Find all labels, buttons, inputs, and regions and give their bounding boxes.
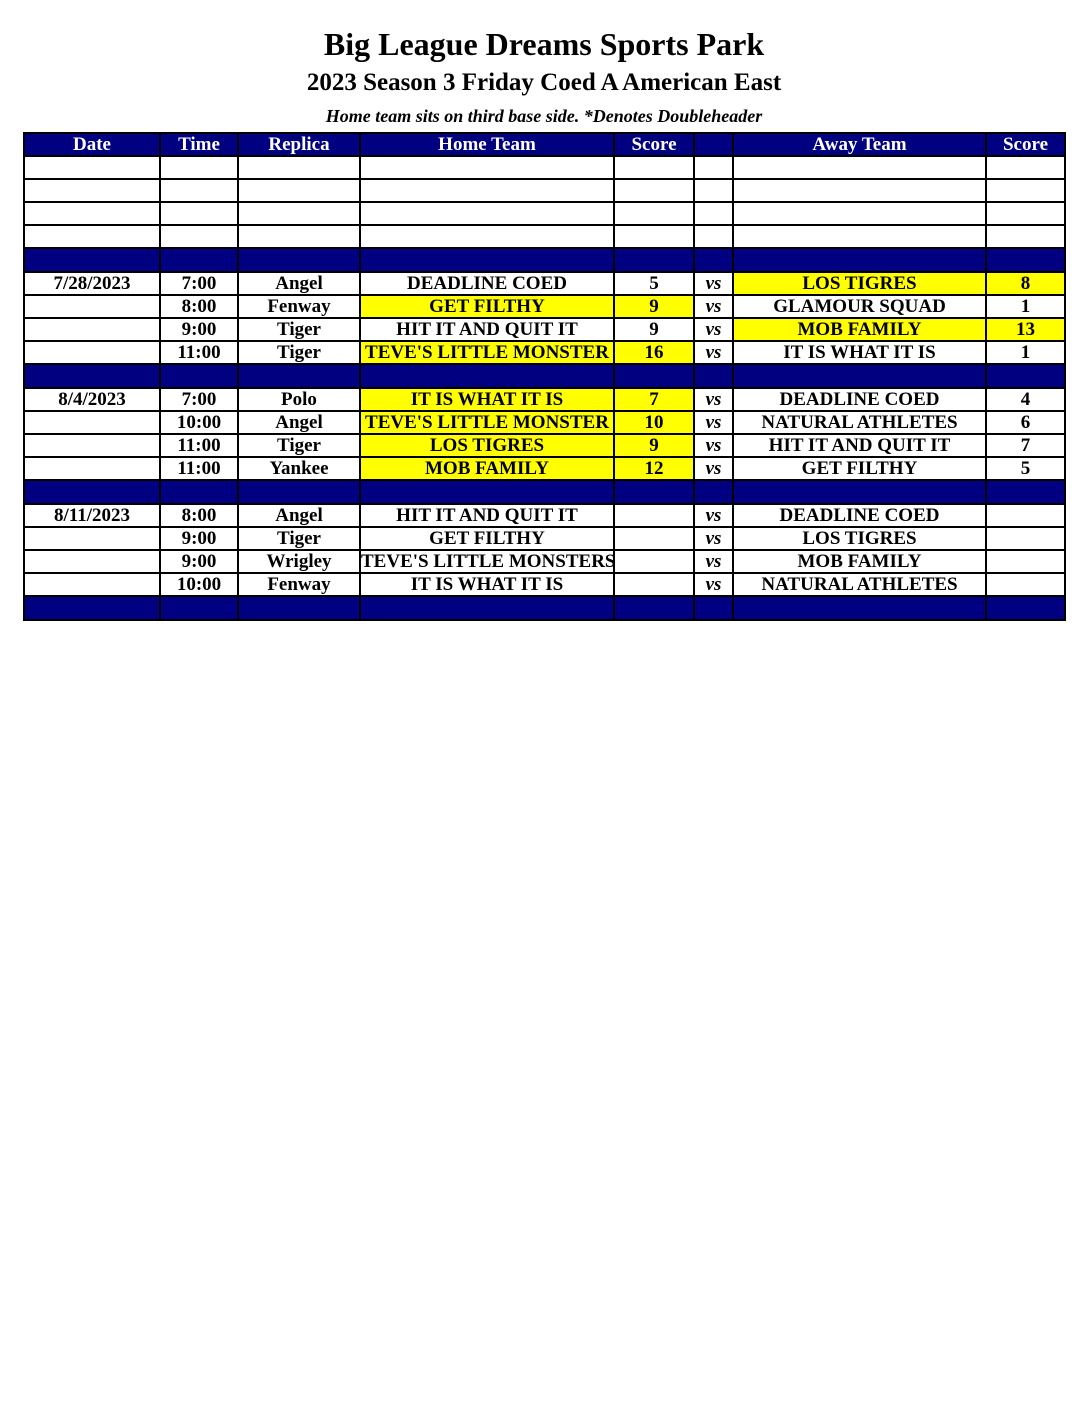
separator-cell xyxy=(24,480,160,504)
away-score-cell xyxy=(986,573,1065,596)
replica-cell: Yankee xyxy=(238,457,360,480)
separator-cell xyxy=(733,248,986,272)
separator-cell xyxy=(24,596,160,620)
home-score-cell: 7 xyxy=(614,388,694,411)
blank-cell xyxy=(360,225,614,248)
vs-cell: vs xyxy=(694,318,733,341)
table-row xyxy=(24,550,1065,573)
col-vs-header xyxy=(694,133,733,156)
table-row xyxy=(24,527,1065,550)
col-home-score-header: Score xyxy=(614,133,694,156)
blank-cell xyxy=(238,225,360,248)
away-score-cell: 5 xyxy=(986,457,1065,480)
replica-cell: Fenway xyxy=(238,295,360,318)
away-team-cell: LOS TIGRES xyxy=(733,527,986,550)
vs-cell: vs xyxy=(694,527,733,550)
date-cell: 8/11/2023 xyxy=(24,504,160,527)
time-cell: 9:00 xyxy=(160,527,238,550)
date-cell xyxy=(24,573,160,596)
away-score-cell: 13 xyxy=(986,318,1065,341)
blank-cell xyxy=(614,202,694,225)
separator-cell xyxy=(694,364,733,388)
vs-cell: vs xyxy=(694,434,733,457)
separator-cell xyxy=(986,596,1065,620)
vs-cell: vs xyxy=(694,388,733,411)
vs-cell: vs xyxy=(694,411,733,434)
col-away-team-header: Away Team xyxy=(733,133,986,156)
away-team-cell: LOS TIGRES xyxy=(733,272,986,295)
schedule-body xyxy=(24,156,1065,620)
time-cell: 8:00 xyxy=(160,295,238,318)
blank-cell xyxy=(238,156,360,179)
blank-cell xyxy=(733,179,986,202)
blank-cell xyxy=(733,156,986,179)
table-row xyxy=(24,434,1065,457)
separator-cell xyxy=(694,248,733,272)
away-team-cell: GLAMOUR SQUAD xyxy=(733,295,986,318)
col-date-header: Date xyxy=(24,133,160,156)
home-score-cell xyxy=(614,550,694,573)
time-cell: 7:00 xyxy=(160,388,238,411)
home-team-cell: IT IS WHAT IT IS xyxy=(360,388,614,411)
separator-row xyxy=(24,364,1065,388)
blank-row xyxy=(24,225,1065,248)
blank-cell xyxy=(986,202,1065,225)
col-replica-header: Replica xyxy=(238,133,360,156)
away-score-cell xyxy=(986,504,1065,527)
time-cell: 10:00 xyxy=(160,573,238,596)
vs-cell: vs xyxy=(694,341,733,364)
replica-cell: Angel xyxy=(238,504,360,527)
home-score-cell: 9 xyxy=(614,295,694,318)
col-away-score-header: Score xyxy=(986,133,1065,156)
replica-cell: Angel xyxy=(238,411,360,434)
page-title: Big League Dreams Sports Park xyxy=(323,26,765,62)
blank-cell xyxy=(986,156,1065,179)
home-score-cell xyxy=(614,573,694,596)
blank-cell xyxy=(238,202,360,225)
home-score-cell: 9 xyxy=(614,434,694,457)
home-score-cell: 10 xyxy=(614,411,694,434)
vs-cell: vs xyxy=(694,550,733,573)
separator-cell xyxy=(238,364,360,388)
home-score-cell xyxy=(614,527,694,550)
table-row xyxy=(24,504,1065,527)
table-row xyxy=(24,295,1065,318)
blank-cell xyxy=(614,156,694,179)
replica-cell: Tiger xyxy=(238,341,360,364)
replica-cell: Tiger xyxy=(238,434,360,457)
away-team-cell: MOB FAMILY xyxy=(733,550,986,573)
away-team-cell: MOB FAMILY xyxy=(733,318,986,341)
blank-cell xyxy=(614,179,694,202)
home-score-cell: 5 xyxy=(614,272,694,295)
home-team-cell: TEVE'S LITTLE MONSTER xyxy=(360,411,614,434)
vs-cell: vs xyxy=(694,504,733,527)
date-cell xyxy=(24,457,160,480)
separator-cell xyxy=(986,480,1065,504)
separator-cell xyxy=(733,480,986,504)
col-home-team-header: Home Team xyxy=(360,133,614,156)
home-team-cell: DEADLINE COED xyxy=(360,272,614,295)
blank-cell xyxy=(360,179,614,202)
time-cell: 10:00 xyxy=(160,411,238,434)
time-cell: 8:00 xyxy=(160,504,238,527)
table-row xyxy=(24,573,1065,596)
separator-cell xyxy=(694,480,733,504)
replica-cell: Wrigley xyxy=(238,550,360,573)
blank-row xyxy=(24,179,1065,202)
page-subtitle: 2023 Season 3 Friday Coed A American East xyxy=(306,69,782,96)
blank-row xyxy=(24,156,1065,179)
vs-cell: vs xyxy=(694,295,733,318)
date-cell xyxy=(24,434,160,457)
separator-cell xyxy=(160,480,238,504)
time-cell: 9:00 xyxy=(160,318,238,341)
separator-cell xyxy=(614,480,694,504)
vs-cell: vs xyxy=(694,272,733,295)
separator-cell xyxy=(986,248,1065,272)
blank-cell xyxy=(160,156,238,179)
away-team-cell: DEADLINE COED xyxy=(733,388,986,411)
vs-cell: vs xyxy=(694,573,733,596)
separator-cell xyxy=(733,364,986,388)
away-team-cell: NATURAL ATHLETES xyxy=(733,411,986,434)
separator-cell xyxy=(238,596,360,620)
blank-cell xyxy=(694,156,733,179)
home-score-cell xyxy=(614,504,694,527)
col-time-header: Time xyxy=(160,133,238,156)
time-cell: 11:00 xyxy=(160,457,238,480)
away-score-cell: 7 xyxy=(986,434,1065,457)
date-cell xyxy=(24,411,160,434)
separator-cell xyxy=(238,248,360,272)
away-team-cell: GET FILTHY xyxy=(733,457,986,480)
table-row xyxy=(24,411,1065,434)
time-cell: 11:00 xyxy=(160,341,238,364)
blank-cell xyxy=(733,202,986,225)
home-team-cell: HIT IT AND QUIT IT xyxy=(360,318,614,341)
separator-cell xyxy=(360,596,614,620)
away-score-cell: 1 xyxy=(986,341,1065,364)
date-cell xyxy=(24,527,160,550)
blank-cell xyxy=(24,179,160,202)
time-cell: 11:00 xyxy=(160,434,238,457)
away-score-cell: 6 xyxy=(986,411,1065,434)
away-team-cell: IT IS WHAT IT IS xyxy=(733,341,986,364)
home-score-cell: 12 xyxy=(614,457,694,480)
date-cell: 7/28/2023 xyxy=(24,272,160,295)
time-cell: 9:00 xyxy=(160,550,238,573)
home-team-cell: TEVE'S LITTLE MONSTERS xyxy=(361,551,616,572)
blank-cell xyxy=(160,202,238,225)
table-row xyxy=(24,272,1065,295)
separator-row xyxy=(24,248,1065,272)
blank-cell xyxy=(733,225,986,248)
table-row xyxy=(24,457,1065,480)
blank-cell xyxy=(986,225,1065,248)
date-cell xyxy=(24,550,160,573)
away-team-cell: DEADLINE COED xyxy=(733,504,986,527)
home-team-cell: MOB FAMILY xyxy=(360,457,614,480)
replica-cell: Polo xyxy=(238,388,360,411)
blank-cell xyxy=(360,202,614,225)
page-note: Home team sits on third base side. *Denotes Doubleheader xyxy=(325,106,763,126)
away-score-cell: 8 xyxy=(986,272,1065,295)
replica-cell: Fenway xyxy=(238,573,360,596)
separator-cell xyxy=(694,596,733,620)
replica-cell: Angel xyxy=(238,272,360,295)
date-cell xyxy=(24,318,160,341)
separator-row xyxy=(24,596,1065,620)
blank-cell xyxy=(24,156,160,179)
time-cell: 7:00 xyxy=(160,272,238,295)
separator-cell xyxy=(360,364,614,388)
separator-cell xyxy=(614,596,694,620)
table-row xyxy=(24,341,1065,364)
home-team-cell: HIT IT AND QUIT IT xyxy=(360,504,614,527)
blank-cell xyxy=(160,179,238,202)
blank-cell xyxy=(24,225,160,248)
away-score-cell: 4 xyxy=(986,388,1065,411)
blank-cell xyxy=(694,225,733,248)
separator-cell xyxy=(238,480,360,504)
table-row xyxy=(24,318,1065,341)
separator-cell xyxy=(360,248,614,272)
home-score-cell: 16 xyxy=(614,341,694,364)
away-team-cell: HIT IT AND QUIT IT xyxy=(733,434,986,457)
home-score-cell: 9 xyxy=(614,318,694,341)
away-score-cell xyxy=(986,527,1065,550)
home-team-cell: GET FILTHY xyxy=(360,527,614,550)
separator-cell xyxy=(24,364,160,388)
blank-cell xyxy=(986,179,1065,202)
blank-cell xyxy=(694,202,733,225)
separator-cell xyxy=(733,596,986,620)
vs-cell: vs xyxy=(694,457,733,480)
separator-cell xyxy=(614,364,694,388)
date-cell xyxy=(24,341,160,364)
separator-cell xyxy=(986,364,1065,388)
schedule-table xyxy=(23,132,1066,621)
separator-cell xyxy=(160,596,238,620)
blank-row xyxy=(24,202,1065,225)
replica-cell: Tiger xyxy=(238,527,360,550)
blank-cell xyxy=(24,202,160,225)
separator-cell xyxy=(160,364,238,388)
header-row xyxy=(24,133,1065,156)
blank-cell xyxy=(238,179,360,202)
away-score-cell: 1 xyxy=(986,295,1065,318)
blank-cell xyxy=(360,156,614,179)
separator-cell xyxy=(360,480,614,504)
blank-cell xyxy=(694,179,733,202)
date-cell: 8/4/2023 xyxy=(24,388,160,411)
blank-cell xyxy=(160,225,238,248)
home-team-cell: LOS TIGRES xyxy=(360,434,614,457)
separator-cell xyxy=(160,248,238,272)
separator-row xyxy=(24,480,1065,504)
separator-cell xyxy=(614,248,694,272)
away-score-cell xyxy=(986,550,1065,573)
replica-cell: Tiger xyxy=(238,318,360,341)
table-row xyxy=(24,388,1065,411)
home-team-cell: TEVE'S LITTLE MONSTER xyxy=(360,341,614,364)
blank-cell xyxy=(614,225,694,248)
home-team-cell: IT IS WHAT IT IS xyxy=(360,573,614,596)
date-cell xyxy=(24,295,160,318)
home-team-cell: GET FILTHY xyxy=(360,295,614,318)
away-team-cell: NATURAL ATHLETES xyxy=(733,573,986,596)
separator-cell xyxy=(24,248,160,272)
